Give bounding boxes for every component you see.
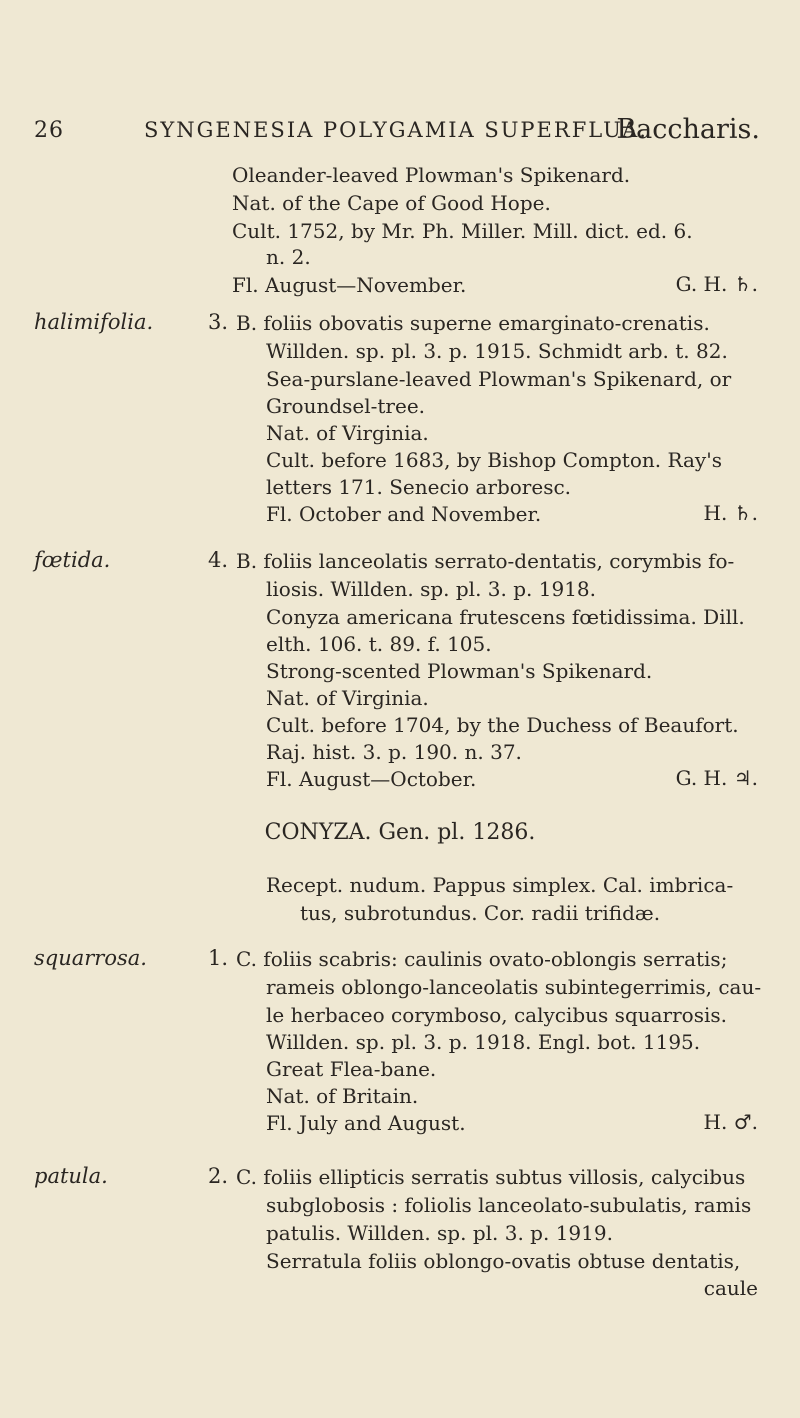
flowering-line: Fl. October and November. xyxy=(266,502,542,526)
running-header xyxy=(34,114,760,152)
text-line: Recept. nudum. Pappus simplex. Cal. imbrica- xyxy=(266,873,734,897)
entry-number: 1. xyxy=(208,946,229,970)
text-line: Nat. of Virginia. xyxy=(266,421,429,445)
text-line: Strong-scented Plowman's Spikenard. xyxy=(266,659,653,683)
text-line: subglobosis : foliolis lanceolato-subulatis, ramis xyxy=(266,1193,752,1217)
text-line: Cult. before 1704, by the Duchess of Beaufort. xyxy=(266,713,739,737)
entry-number: 3. xyxy=(208,310,229,334)
text-line: Oleander-leaved Plowman's Spikenard. xyxy=(232,163,631,187)
text-line: rameis oblongo-lanceolatis subintegerrimis, cau- xyxy=(266,975,762,999)
flowering-line: Fl. August—November. xyxy=(232,273,467,297)
text-line: Sea-purslane-leaved Plowman's Spikenard, or xyxy=(266,367,732,391)
text-line: n. 2. xyxy=(266,245,311,269)
text-line: le herbaceo corymboso, calycibus squarrosis. xyxy=(266,1003,727,1027)
text-line: Nat. of Virginia. xyxy=(266,686,429,710)
text-line: B. foliis obovatis superne emarginato-crenatis. xyxy=(236,311,710,335)
text-line: elth. 106. t. 89. f. 105. xyxy=(266,632,492,656)
text-line: Nat. of the Cape of Good Hope. xyxy=(232,191,551,215)
text-line: B. foliis lanceolatis serrato-dentatis, corymbis fo- xyxy=(236,549,735,573)
running-title: SYNGENESIA POLYGAMIA SUPERFLUA. xyxy=(144,118,648,142)
text-line: Cult. before 1683, by Bishop Compton. Ray's xyxy=(266,448,722,472)
flowering-line: Fl. August—October. xyxy=(266,767,477,791)
text-line: Conyza americana frutescens fœtidissima. Dill. xyxy=(266,605,745,629)
habit-symbol: H. ♄. xyxy=(703,501,758,525)
text-line: Willden. sp. pl. 3. p. 1915. Schmidt arb. t. 82. xyxy=(266,339,728,363)
species-name: fœtida. xyxy=(34,548,111,572)
text-line: tus, subrotundus. Cor. radii trifidæ. xyxy=(300,901,661,925)
catchword: caule xyxy=(703,1276,758,1300)
text-line: patulis. Willden. sp. pl. 3. p. 1919. xyxy=(266,1221,613,1245)
species-name: halimifolia. xyxy=(34,310,154,334)
text-line: Cult. 1752, by Mr. Ph. Miller. Mill. dict. ed. 6. xyxy=(232,219,693,243)
text-line: C. foliis scabris: caulinis ovato-oblongis serratis; xyxy=(236,947,728,971)
species-name: squarrosa. xyxy=(34,946,147,970)
text-line: Raj. hist. 3. p. 190. n. 37. xyxy=(266,740,522,764)
genus-heading: CONYZA. Gen. pl. 1286. xyxy=(264,820,536,845)
habit-symbol: H. ♂. xyxy=(703,1110,758,1134)
habit-symbol: G. H. ♃. xyxy=(675,766,758,790)
text-line: Willden. sp. pl. 3. p. 1918. Engl. bot. 1195. xyxy=(266,1030,701,1054)
habit-symbol: G. H. ♄. xyxy=(675,272,758,296)
text-line: Great Flea-bane. xyxy=(266,1057,437,1081)
page-number: 26 xyxy=(34,118,64,143)
text-line: liosis. Willden. sp. pl. 3. p. 1918. xyxy=(266,577,597,601)
header-genus: Baccharis. xyxy=(616,114,760,145)
text-line: letters 171. Senecio arboresc. xyxy=(266,475,572,499)
entry-number: 2. xyxy=(208,1164,229,1188)
text-line: C. foliis ellipticis serratis subtus villosis, calycibus xyxy=(236,1165,746,1189)
flowering-line: Fl. July and August. xyxy=(266,1111,466,1135)
text-line: Groundsel-tree. xyxy=(266,394,426,418)
species-name: patula. xyxy=(34,1164,108,1188)
text-line: Nat. of Britain. xyxy=(266,1084,419,1108)
entry-number: 4. xyxy=(208,548,229,572)
text-line: Serratula foliis oblongo-ovatis obtuse dentatis, xyxy=(266,1249,741,1273)
